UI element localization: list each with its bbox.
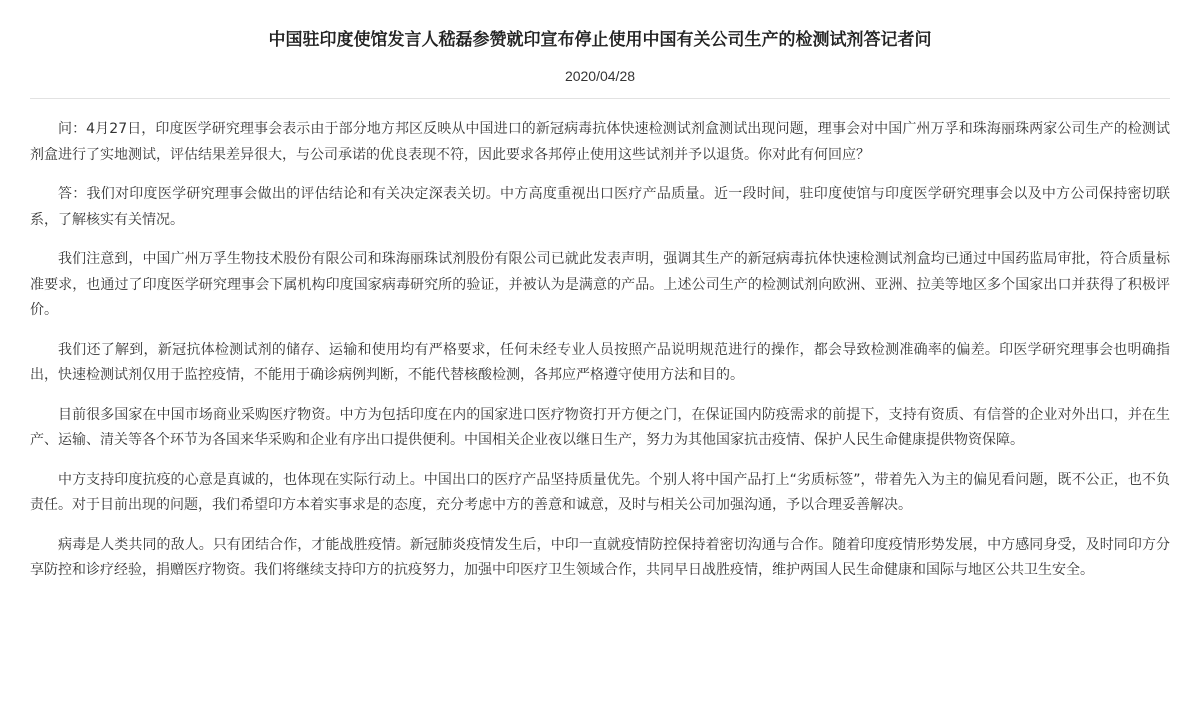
title-divider <box>30 98 1170 99</box>
article-body <box>30 117 1170 584</box>
article-title: 中国驻印度使馆发言人嵇磊参赞就印宣布停止使用中国有关公司生产的检测试剂答记者问 <box>268 30 932 50</box>
paragraph-procurement: 目前很多国家在中国市场商业采购医疗物资。中方为包括印度在内的国家进口医疗物资打开方便之门，在保证国内防疫需求的前提下，支持有资质、有信誉的企业对外出口，并在生产、运输、清关等各个环节为各国来华采购和企业有序出口提供便利。中国相关企业夜以继日生产，努力为其他国家抗击疫情、保护人民生命健康提供物资保障。 <box>30 406 1170 448</box>
article-date: 2020/04/28 <box>564 68 636 84</box>
paragraph-company-statement: 我们注意到，中国广州万孚生物技术股份有限公司和珠海丽珠试剂股份有限公司已就此发表声明，强调其生产的新冠病毒抗体快速检测试剂盒均已通过中国药监局审批，符合质量标准要求，也通过了印度医学研究理事会下属机构印度国家病毒研究所的验证，并被认为是满意的产品。上述公司生产的检测试剂向欧洲、亚洲、拉美等地区多个国家出口并获得了积极评价。 <box>30 251 1170 318</box>
paragraph-china-support: 中方支持印度抗疫的心意是真诚的，也体现在实际行动上。中国出口的医疗产品坚持质量优先。个别人将中国产品打上“劣质标签”，带着先入为主的偏见看问题，既不公正，也不负责任。对于目前出现的问题，我们希望印方本着实事求是的态度，充分考虑中方的善意和诚意，及时与相关公司加强沟通，予以合理妥善解决。 <box>30 471 1170 513</box>
paragraph-cooperation: 病毒是人类共同的敌人。只有团结合作，才能战胜疫情。新冠肺炎疫情发生后，中印一直就疫情防控保持着密切沟通与合作。随着印度疫情形势发展，中方感同身受，及时同印方分享防控和诊疗经验，捐赠医疗物资。我们将继续支持印方的抗疫努力，加强中印医疗卫生领域合作，共同早日战胜疫情，维护两国人民生命健康和国际与地区公共卫生安全。 <box>30 536 1170 578</box>
paragraph-question: 问：4月27日，印度医学研究理事会表示由于部分地方邦区反映从中国进口的新冠病毒抗体快速检测试剂盒测试出现问题，理事会对中国广州万孚和珠海丽珠两家公司生产的检测试剂盒进行了实地测试，评估结果差异很大，与公司承诺的优良表现不符，因此要求各邦停止使用这些试剂并予以退货。你对此有何回应？ <box>30 121 1170 163</box>
paragraph-usage-requirements: 我们还了解到，新冠抗体检测试剂的储存、运输和使用均有严格要求，任何未经专业人员按照产品说明规范进行的操作，都会导致检测准确率的偏差。印医学研究理事会也明确指出，快速检测试剂仅用于监控疫情，不能用于确诊病例判断，不能代替核酸检测，各邦应严格遵守使用方法和目的。 <box>30 341 1170 383</box>
paragraph-answer: 答：我们对印度医学研究理事会做出的评估结论和有关决定深表关切。中方高度重视出口医疗产品质量。近一段时间，驻印度使馆与印度医学研究理事会以及中方公司保持密切联系，了解核实有关情况。 <box>30 186 1170 228</box>
